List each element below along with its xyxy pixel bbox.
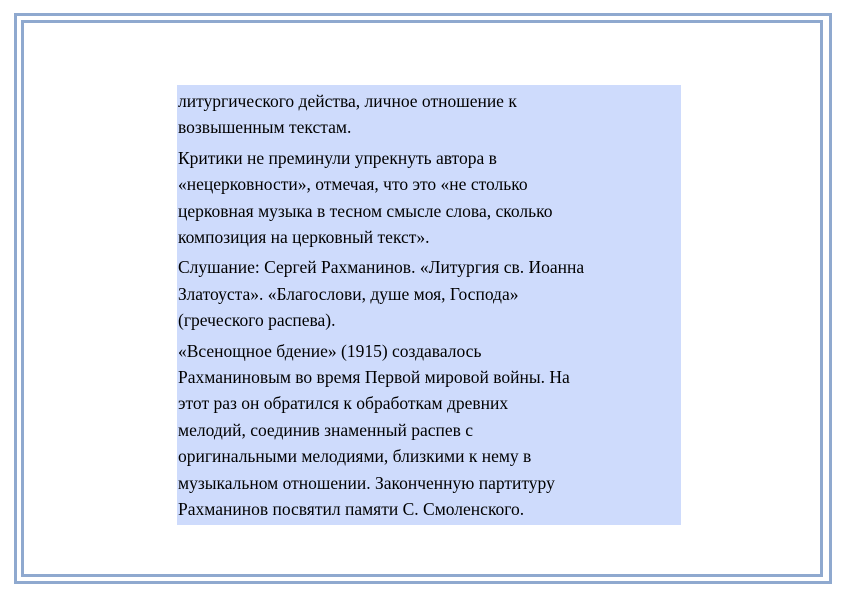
paragraph-liturgical-action: литургического действа, личное отношение к возвышенным текстам. — [178, 91, 517, 138]
text-box — [177, 85, 681, 525]
paragraph-vigil: «Всенощное бдение» (1915) создавалось Рахманиновым во время Первой мировой войны. На этот раз он обратился к обработкам древних мелодий, соединив знаменный распев с оригинальными мелодиями, близкими к нему в музыкальном отношении. Законченную партитуру Рахманинов посвятил памяти С. Смоленского. — [178, 340, 570, 520]
paragraph-listening: Слушание: Сергей Рахманинов. «Литургия св. Иоанна Златоуста». «Благослови, душе моя, Господа» (греческого распева). — [178, 257, 585, 331]
paragraph-critics: Критики не преминули упрекнуть автора в «нецерковности», отмечая, что это «не столько церковная музыка в тесном смысле слова, сколько композиция на церковный текст». — [178, 147, 553, 248]
